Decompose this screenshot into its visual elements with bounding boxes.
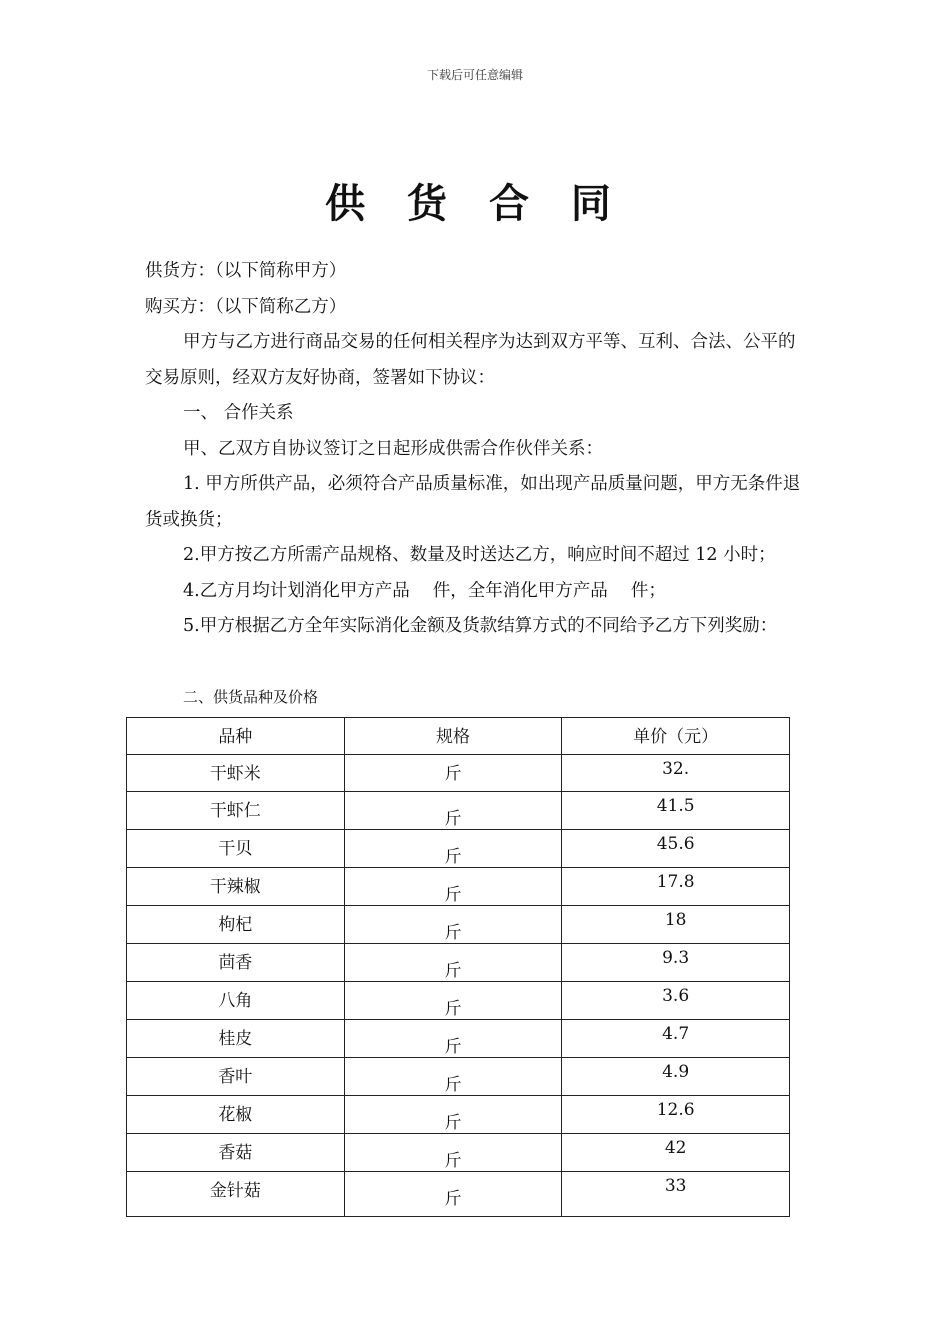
variety-cell: 金针菇	[127, 1172, 345, 1217]
variety-cell: 茴香	[127, 944, 345, 982]
section-1-heading: 一、 合作关系	[183, 403, 294, 423]
price-cell: 9.3	[562, 944, 790, 982]
table-row	[127, 1096, 790, 1134]
price-cell: 41.5	[562, 792, 790, 830]
clause-4: 4.乙方月均计划消化甲方产品 件，全年消化甲方产品 件；	[183, 580, 666, 601]
document-title: 供 货 合 同	[325, 181, 625, 227]
spec-cell	[344, 792, 562, 830]
clause-2: 2.甲方按乙方所需产品规格、数量及时送达乙方，响应时间不超过 12 小时；	[183, 545, 776, 565]
preamble-paragraph: 甲方与乙方进行商品交易的任何相关程序为达到双方平等、互利、合法、公平的交易原则，经双方友好协商，签署如下协议：	[145, 332, 796, 388]
spec-text: 斤	[444, 1189, 462, 1209]
variety-cell: 花椒	[127, 1096, 345, 1134]
price-cell: 3.6	[562, 982, 790, 1020]
table-row	[127, 868, 790, 906]
spec-text: 斤	[444, 1113, 462, 1133]
section-2-heading: 二、供货品种及价格	[183, 688, 319, 706]
variety-cell: 香叶	[127, 1058, 345, 1096]
header-note: 下载后可任意编辑	[426, 68, 523, 82]
table-header-row	[127, 718, 790, 755]
table-row	[127, 755, 790, 792]
spec-text: 斤	[444, 1151, 462, 1171]
spec-cell	[344, 1134, 562, 1172]
variety-cell: 枸杞	[127, 906, 345, 944]
clause-1: 1. 甲方所供产品，必须符合产品质量标准，如出现产品质量问题，甲方无条件退货或换货；	[145, 474, 801, 530]
spec-text: 斤	[444, 1037, 462, 1057]
price-cell: 4.9	[562, 1058, 790, 1096]
price-cell: 12.6	[562, 1096, 790, 1134]
spec-text: 斤	[444, 999, 462, 1019]
spec-text: 斤	[444, 961, 462, 981]
spec-cell	[344, 1058, 562, 1096]
variety-cell: 香菇	[127, 1134, 345, 1172]
buyer-line: 购买方：（以下简称乙方）	[145, 296, 347, 317]
spec-cell	[344, 868, 562, 906]
price-cell: 32.	[562, 755, 790, 792]
spec-cell	[344, 830, 562, 868]
spec-text: 斤	[444, 847, 462, 867]
table-row	[127, 830, 790, 868]
price-cell: 18	[562, 906, 790, 944]
column-header-spec: 规格	[344, 718, 562, 755]
spec-cell	[344, 944, 562, 982]
table-row	[127, 982, 790, 1020]
table-row	[127, 1020, 790, 1058]
contract-body	[145, 254, 809, 645]
spec-text: 斤	[444, 809, 462, 829]
table-row	[127, 1058, 790, 1096]
supplier-line: 供货方：（以下简称甲方）	[145, 261, 347, 281]
price-cell: 45.6	[562, 830, 790, 868]
spec-text: 斤	[444, 764, 462, 784]
spec-text: 斤	[444, 923, 462, 943]
table-row	[127, 906, 790, 944]
column-header-price: 单价（元）	[562, 718, 790, 755]
spec-text: 斤	[444, 1075, 462, 1095]
table-row	[127, 792, 790, 830]
spec-text: 斤	[444, 885, 462, 905]
partnership-paragraph: 甲、乙双方自协议签订之日起形成供需合作伙伴关系：	[183, 438, 603, 459]
variety-cell: 干辣椒	[127, 868, 345, 906]
spec-cell	[344, 906, 562, 944]
spec-cell	[344, 982, 562, 1020]
price-cell: 42	[562, 1134, 790, 1172]
table-row	[127, 944, 790, 982]
spec-cell	[344, 1172, 562, 1217]
variety-cell: 干虾米	[127, 755, 345, 792]
variety-cell: 干虾仁	[127, 792, 345, 830]
variety-cell: 干贝	[127, 830, 345, 868]
variety-cell: 八角	[127, 982, 345, 1020]
spec-cell	[344, 1096, 562, 1134]
spec-cell	[344, 1020, 562, 1058]
column-header-variety: 品种	[127, 718, 345, 755]
table-row	[127, 1172, 790, 1217]
price-cell: 33	[562, 1172, 790, 1217]
variety-cell: 桂皮	[127, 1020, 345, 1058]
price-table	[126, 717, 790, 1217]
clause-5: 5.甲方根据乙方全年实际消化金额及货款结算方式的不同给予乙方下列奖励：	[183, 616, 778, 636]
price-cell: 4.7	[562, 1020, 790, 1058]
spec-cell	[344, 755, 562, 792]
table-row	[127, 1134, 790, 1172]
price-cell: 17.8	[562, 868, 790, 906]
